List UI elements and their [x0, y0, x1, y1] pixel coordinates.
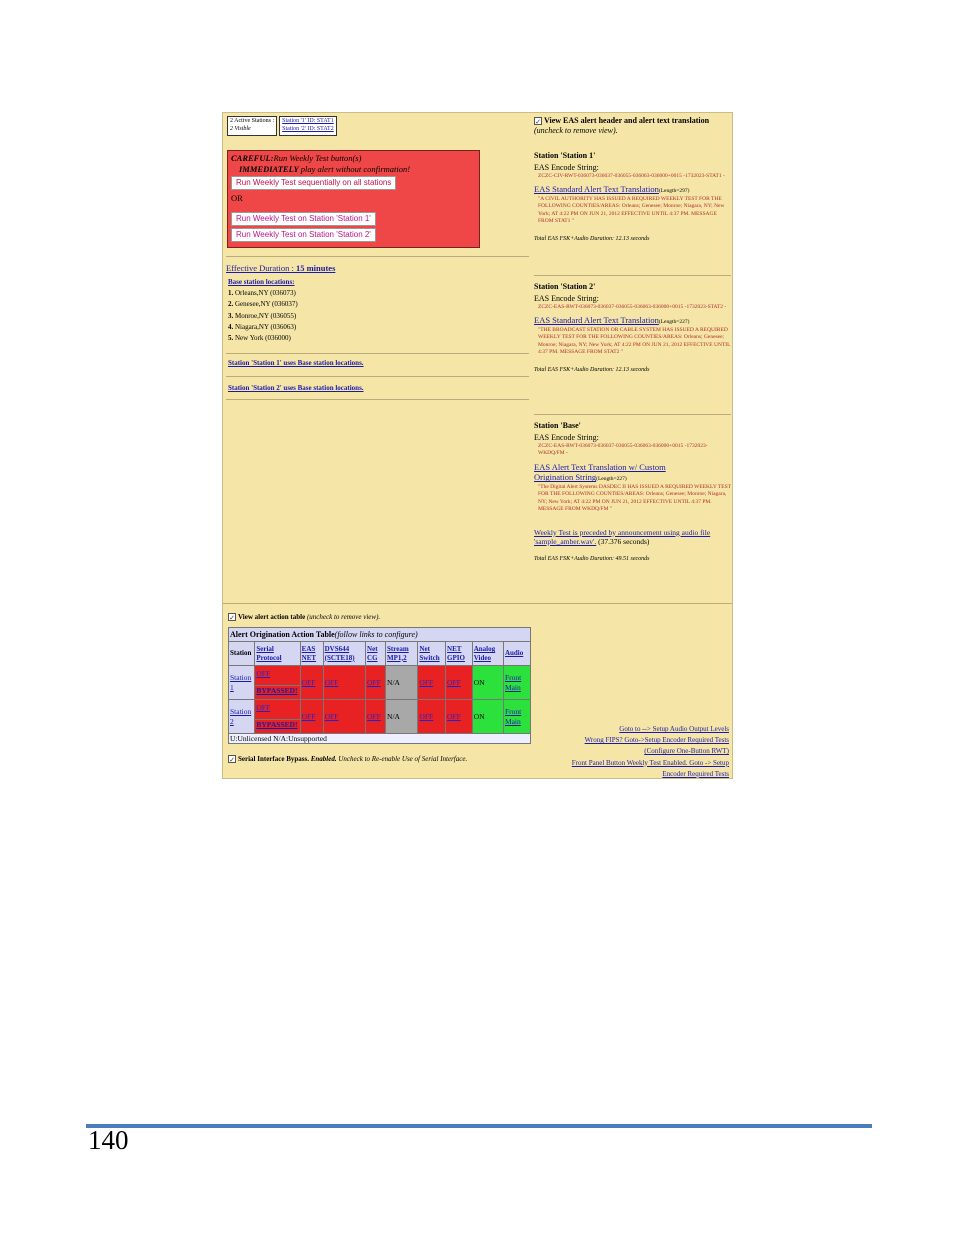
careful-text-2: play alert without confirmation! — [300, 164, 411, 175]
header-eas-net[interactable]: EAS NET — [300, 642, 323, 666]
total-duration: Total EAS FSK+Audio Duration: 12.13 seconds — [534, 366, 650, 373]
table-caption — [229, 628, 531, 642]
alert-text-translation-link[interactable]: EAS Standard Alert Text Translation — [534, 315, 659, 326]
visible-count: 2 Visible — [230, 125, 251, 132]
careful-line2 — [231, 164, 476, 175]
serial-bypass-enabled: Enabled. — [310, 755, 337, 763]
base-location-item — [228, 322, 298, 333]
checkbox-checked-icon[interactable]: ✓ — [535, 118, 541, 126]
announcement-duration: (37.376 seconds) — [598, 536, 650, 546]
goto-links — [572, 724, 729, 779]
serial-cell — [255, 666, 300, 700]
net-switch-status[interactable]: OFF — [418, 666, 446, 700]
or-label: OR — [231, 193, 243, 204]
base-location-item — [228, 311, 298, 322]
base-location-name: Monroe,NY (036055) — [233, 311, 297, 320]
alert-action-table — [228, 627, 531, 744]
audio-output-link[interactable]: Front Main — [503, 700, 530, 734]
encode-string-value: ZCZC-EAS-RWT-036073-036037-036055-036063-036000+0015 -1732023-STAT2 - — [538, 304, 727, 310]
base-location-number: 2. — [228, 300, 234, 309]
row-station[interactable]: Station 1 — [229, 666, 255, 700]
serial-bypassed[interactable]: BYPASSED! — [256, 686, 298, 696]
alert-text-translation-link[interactable]: EAS Standard Alert Text Translation — [534, 184, 659, 195]
header-dvs644[interactable]: DVS644 (SCTE18) — [323, 642, 365, 666]
header-audio[interactable]: Audio — [503, 642, 530, 666]
view-eas-hint: (uncheck to remove view). — [534, 126, 618, 135]
careful-warning-box — [227, 150, 480, 248]
checkbox-checked-icon[interactable]: ✓ — [229, 614, 235, 622]
audio-output-link[interactable]: Front Main — [503, 666, 530, 700]
translation-length: (Length=227) — [658, 319, 690, 326]
total-duration: Total EAS FSK+Audio Duration: 49.51 seconds — [534, 556, 650, 563]
encode-string-value: ZCZC-EAS-RWT-036073-036037-036055-036063-036000+0015 -1732023-WKDQ/FM - — [538, 443, 708, 457]
divider — [534, 414, 731, 415]
base-location-number: 3. — [228, 311, 234, 320]
encoder-required-tests-link[interactable]: Encoder Required Tests — [662, 769, 729, 778]
net-cg-status[interactable]: OFF — [366, 666, 386, 700]
base-location-number: 1. — [228, 289, 234, 298]
table-header-row — [229, 642, 531, 666]
table-row — [229, 700, 531, 734]
view-eas-label: View EAS alert header and alert text translation — [544, 116, 710, 125]
dvs644-status[interactable]: OFF — [323, 700, 365, 734]
view-table-toggle — [228, 613, 380, 622]
total-duration: Total EAS FSK+Audio Duration: 12.13 seconds — [534, 235, 650, 242]
active-stations-label: 2 Active Stations : — [230, 118, 275, 124]
goto-audio-levels-link[interactable]: Goto to --> Setup Audio Output Levels — [619, 725, 729, 733]
table-row — [229, 666, 531, 700]
view-eas-toggle — [534, 116, 731, 136]
header-stream[interactable]: Stream MP1,2 — [386, 642, 418, 666]
table-caption-title: Alert Origination Action Table — [230, 629, 335, 639]
header-net-gpio[interactable]: NET GPIO — [446, 642, 473, 666]
serial-cell — [255, 700, 300, 734]
header-station: Station — [229, 642, 255, 666]
base-locations-title[interactable]: Base station locations: — [228, 278, 295, 286]
station-block-2 — [534, 282, 731, 374]
screenshot-figure — [222, 112, 733, 779]
view-table-label: View alert action table — [238, 613, 306, 621]
net-gpio-status[interactable]: OFF — [446, 666, 473, 700]
net-gpio-status[interactable]: OFF — [446, 700, 473, 734]
serial-bypass-toggle — [228, 755, 467, 764]
configure-rwt-link[interactable]: (Configure One-Button RWT) — [644, 747, 729, 756]
encode-string-label: EAS Encode String: — [534, 294, 599, 303]
base-location-item — [228, 299, 298, 310]
immediately-label: IMMEDIATELY — [239, 164, 299, 175]
station-id-box — [279, 116, 337, 136]
serial-status[interactable]: OFF — [255, 703, 299, 720]
station2-id-link[interactable]: Station '2' ID: STAT2 — [282, 125, 334, 132]
base-location-item — [228, 288, 298, 299]
base-location-number: 5. — [228, 333, 234, 342]
eas-net-status[interactable]: OFF — [300, 666, 323, 700]
view-table-hint: (uncheck to remove view). — [306, 613, 381, 621]
careful-label: CAREFUL: — [231, 153, 274, 163]
encode-string-value: ZCZC-CIV-RWT-036073-036037-036055-036063-036000+0015 -1732023-STAT1 - — [538, 173, 725, 179]
table-caption-hint: (follow links to configure) — [334, 629, 418, 639]
footer-rule — [86, 1124, 872, 1128]
stream-status: N/A — [386, 700, 418, 734]
front-panel-rwt-link[interactable]: Front Panel Button Weekly Test Enabled. Goto -> Setup — [571, 758, 729, 767]
custom-translation-link[interactable]: EAS Alert Text Translation w/ Custom Origination String — [534, 461, 666, 483]
analog-video-status: ON — [472, 666, 503, 700]
base-location-name: Niagara,NY (036063) — [233, 322, 297, 331]
alert-text: "A CIVIL AUTHORITY HAS ISSUED A REQUIRED WEEKLY TEST FOR THE FOLLOWING COUNTIES/AREAS: Orleans; Genesee; Monroe; Niagara, NY; New York; AT 4:22 PM ON JUN 21, 2012 EFFECTIVE UNTIL 4:37 PM. MESSAGE FROM STAT1 " — [538, 195, 725, 225]
translation-length: (Length=297) — [658, 188, 690, 195]
net-switch-status[interactable]: OFF — [418, 700, 446, 734]
station-title: Station 'Base' — [534, 421, 581, 430]
careful-line1 — [231, 153, 476, 164]
serial-bypass-hint: Uncheck to Re-enable Use of Serial Interface. — [336, 755, 468, 763]
station-block-1 — [534, 151, 731, 243]
station2-uses-base-link[interactable]: Station 'Station 2' uses Base station locations. — [228, 384, 364, 392]
header-analog-video[interactable]: Analog Video — [472, 642, 503, 666]
base-location-number: 4. — [228, 322, 234, 331]
station-title: Station 'Station 2' — [534, 282, 596, 291]
base-location-name: Genesee,NY (036037) — [233, 300, 298, 309]
station-title: Station 'Station 1' — [534, 151, 596, 160]
station-block-base — [534, 421, 731, 564]
active-stations — [227, 116, 337, 136]
eas-net-status[interactable]: OFF — [300, 700, 323, 734]
divider — [226, 353, 529, 354]
serial-status[interactable]: OFF — [255, 669, 299, 686]
active-stations-box — [227, 116, 277, 136]
divider — [534, 275, 731, 276]
dvs644-status[interactable]: OFF — [323, 666, 365, 700]
station1-id-link[interactable]: Station '1' ID: STAT1 — [282, 118, 334, 124]
table-legend: U:Unlicensed N/A:Unsupported — [229, 734, 531, 744]
goto-required-tests-link[interactable]: Wrong FIPS? Goto->Setup Encoder Required Tests — [584, 736, 729, 745]
divider — [226, 399, 529, 400]
header-net-cg[interactable]: Net CG — [366, 642, 386, 666]
net-cg-status[interactable]: OFF — [366, 700, 386, 734]
base-locations-list — [228, 288, 298, 344]
page-number: 140 — [88, 1125, 129, 1155]
effective-duration-label[interactable]: Effective Duration : — [226, 263, 296, 273]
header-serial-protocol[interactable]: Serial Protocol — [255, 642, 300, 666]
divider — [226, 256, 529, 257]
header-net-switch[interactable]: Net Switch — [418, 642, 446, 666]
encode-string-label: EAS Encode String: — [534, 163, 599, 172]
base-station-locations — [228, 277, 298, 344]
analog-video-status: ON — [472, 700, 503, 734]
effective-duration[interactable] — [226, 263, 335, 274]
alert-text: "THE BROADCAST STATION OR CABLE SYSTEM HAS ISSUED A REQUIRED WEEKLY TEST FOR THE FOLLOWING COUNTIES/AREAS: Orleans; Genesee; Monroe; Niagara, NY; New York; AT 4:22 PM ON JUN 21, 2012 EFFECTIVE UNTIL 4:37 PM. MESSAGE FROM STAT2 " — [538, 326, 731, 356]
base-location-item — [228, 333, 298, 344]
base-location-name: Orleans,NY (036073) — [233, 289, 296, 298]
row-station[interactable]: Station 2 — [229, 700, 255, 734]
serial-bypassed[interactable]: BYPASSED! — [256, 720, 298, 730]
checkbox-checked-icon[interactable]: ✓ — [229, 756, 235, 764]
serial-bypass-label: Serial Interface Bypass. — [238, 755, 311, 763]
announcement-audio-link[interactable]: Weekly Test is preceded by announcement using audio file 'sample_amber.wav'. — [534, 527, 711, 546]
effective-duration-value[interactable]: 15 minutes — [295, 263, 336, 273]
section-divider — [223, 603, 733, 604]
divider — [226, 376, 529, 377]
run-weekly-test-all-button[interactable]: Run Weekly Test sequentially on all stations — [231, 176, 396, 190]
station1-uses-base-link[interactable]: Station 'Station 1' uses Base station locations. — [228, 359, 364, 367]
careful-text: Run Weekly Test button(s) — [273, 153, 362, 163]
alert-text: "The Digital Alert Systems DASDEC II HAS ISSUED A REQUIRED WEEKLY TEST FOR THE FOLLOWING COUNTIES/AREAS: Orleans; Genesee; Monroe; Niagara, NY; New York; AT 4:22 PM ON JUN 21, 2012 EFFECTIVE UNTIL 4:37 PM. MESSAGE FROM WKDQ/FM " — [538, 483, 731, 513]
translation-length: (Length=227) — [596, 476, 627, 483]
run-weekly-test-station1-button[interactable]: Run Weekly Test on Station 'Station 1' — [231, 212, 376, 226]
base-location-name: New York (036000) — [233, 333, 291, 342]
stream-status: N/A — [386, 666, 418, 700]
run-weekly-test-station2-button[interactable]: Run Weekly Test on Station 'Station 2' — [231, 228, 376, 242]
encode-string-label: EAS Encode String: — [534, 433, 599, 442]
